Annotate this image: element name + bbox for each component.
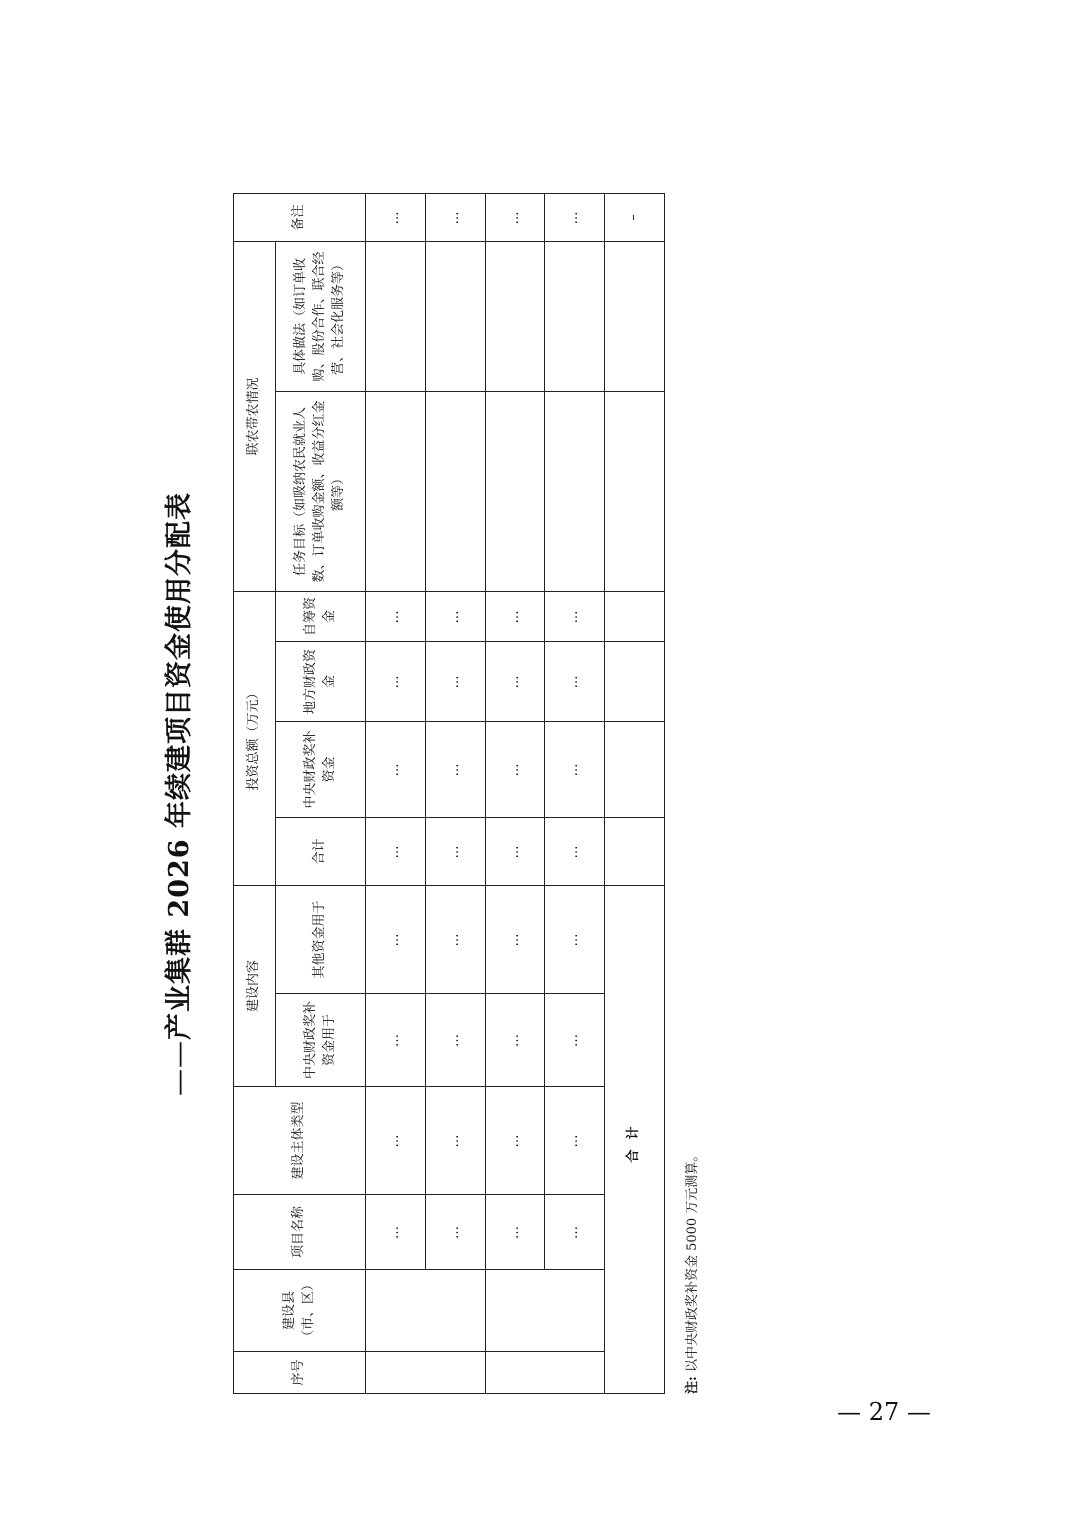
header-construction-central: 中央财政奖补资金用于 bbox=[276, 994, 366, 1087]
total-row bbox=[605, 193, 665, 1393]
page-title bbox=[157, 194, 197, 1394]
rotated-page-content bbox=[164, 194, 700, 1394]
linkage-target-cell bbox=[425, 391, 485, 591]
remark-cell: … bbox=[425, 193, 485, 241]
header-linkage-target: 任务目标（如吸纳农民就业人数、订单收购金额、收益分红金额等） bbox=[276, 391, 366, 591]
header-inv-local: 地方财政资金 bbox=[276, 641, 366, 721]
total-inv-local bbox=[605, 641, 665, 721]
inv-central-cell: … bbox=[425, 721, 485, 817]
linkage-target-cell bbox=[366, 391, 426, 591]
linkage-method-cell bbox=[545, 241, 605, 391]
construction-other-cell: … bbox=[425, 885, 485, 993]
project-name-cell: … bbox=[545, 1195, 605, 1270]
inv-local-cell: … bbox=[425, 641, 485, 721]
table-note bbox=[681, 1149, 700, 1394]
header-construction-other: 其他资金用于 bbox=[276, 885, 366, 993]
header-inv-central: 中央财政奖补资金 bbox=[276, 721, 366, 817]
total-label: 合计 bbox=[605, 885, 665, 1393]
construction-central-cell: … bbox=[425, 994, 485, 1087]
linkage-method-cell bbox=[425, 241, 485, 391]
entity-type-cell: … bbox=[425, 1087, 485, 1195]
inv-local-cell: … bbox=[366, 641, 426, 721]
table-row bbox=[366, 193, 426, 1393]
construction-other-cell: … bbox=[366, 885, 426, 993]
county-cell bbox=[366, 1270, 486, 1352]
header-inv-self: 自筹资金 bbox=[276, 591, 366, 641]
construction-other-cell: … bbox=[545, 885, 605, 993]
construction-other-cell: … bbox=[485, 885, 545, 993]
linkage-target-cell bbox=[545, 391, 605, 591]
total-remark: – bbox=[605, 193, 665, 241]
inv-total-cell: … bbox=[485, 817, 545, 885]
note-text: 以中央财政奖补资金 5000 万元测算。 bbox=[685, 1148, 700, 1373]
inv-central-cell: … bbox=[366, 721, 426, 817]
header-row-top bbox=[234, 193, 276, 1393]
inv-self-cell: … bbox=[425, 591, 485, 641]
table-row bbox=[425, 193, 485, 1393]
linkage-target-cell bbox=[485, 391, 545, 591]
inv-local-cell: … bbox=[545, 641, 605, 721]
inv-central-cell: … bbox=[545, 721, 605, 817]
allocation-table bbox=[233, 193, 665, 1394]
inv-central-cell: … bbox=[485, 721, 545, 817]
page-number: — 27 — bbox=[837, 1398, 931, 1426]
table-row bbox=[485, 193, 545, 1393]
header-investment: 投资总额（万元） bbox=[234, 591, 276, 885]
inv-total-cell: … bbox=[545, 817, 605, 885]
total-inv-self bbox=[605, 591, 665, 641]
title-text: 产业集群 2026 年续建项目资金使用分配表 bbox=[164, 492, 195, 1040]
total-inv-total bbox=[605, 817, 665, 885]
county-cell bbox=[485, 1270, 605, 1352]
header-linkage: 联农带农情况 bbox=[234, 241, 276, 591]
inv-self-cell: … bbox=[545, 591, 605, 641]
construction-central-cell: … bbox=[485, 994, 545, 1087]
entity-type-cell: … bbox=[485, 1087, 545, 1195]
remark-cell: … bbox=[545, 193, 605, 241]
remark-cell: … bbox=[485, 193, 545, 241]
construction-central-cell: … bbox=[545, 994, 605, 1087]
entity-type-cell: … bbox=[366, 1087, 426, 1195]
linkage-method-cell bbox=[485, 241, 545, 391]
header-seq: 序号 bbox=[234, 1352, 366, 1394]
total-linkage-target bbox=[605, 391, 665, 591]
header-linkage-method: 具体做法（如订单收购、股份合作、联合经营、社会化服务等） bbox=[276, 241, 366, 391]
header-entity-type: 建设主体类型 bbox=[234, 1087, 366, 1195]
seq-cell bbox=[366, 1352, 486, 1394]
header-remark: 备注 bbox=[234, 193, 366, 241]
title-dash: —— bbox=[164, 1039, 195, 1096]
project-name-cell: … bbox=[366, 1195, 426, 1270]
table-row bbox=[545, 193, 605, 1393]
header-inv-total: 合计 bbox=[276, 817, 366, 885]
construction-central-cell: … bbox=[366, 994, 426, 1087]
seq-cell bbox=[485, 1352, 605, 1394]
project-name-cell: … bbox=[425, 1195, 485, 1270]
remark-cell: … bbox=[366, 193, 426, 241]
header-project-name: 项目名称 bbox=[234, 1195, 366, 1270]
inv-local-cell: … bbox=[485, 641, 545, 721]
inv-self-cell: … bbox=[366, 591, 426, 641]
note-label: 注: bbox=[685, 1376, 700, 1394]
project-name-cell: … bbox=[485, 1195, 545, 1270]
linkage-method-cell bbox=[366, 241, 426, 391]
entity-type-cell: … bbox=[545, 1087, 605, 1195]
inv-self-cell: … bbox=[485, 591, 545, 641]
inv-total-cell: … bbox=[366, 817, 426, 885]
inv-total-cell: … bbox=[425, 817, 485, 885]
total-inv-central bbox=[605, 721, 665, 817]
header-construction: 建设内容 bbox=[234, 885, 276, 1086]
total-linkage-method bbox=[605, 241, 665, 391]
header-county: 建设县 （市、区） bbox=[234, 1270, 366, 1352]
